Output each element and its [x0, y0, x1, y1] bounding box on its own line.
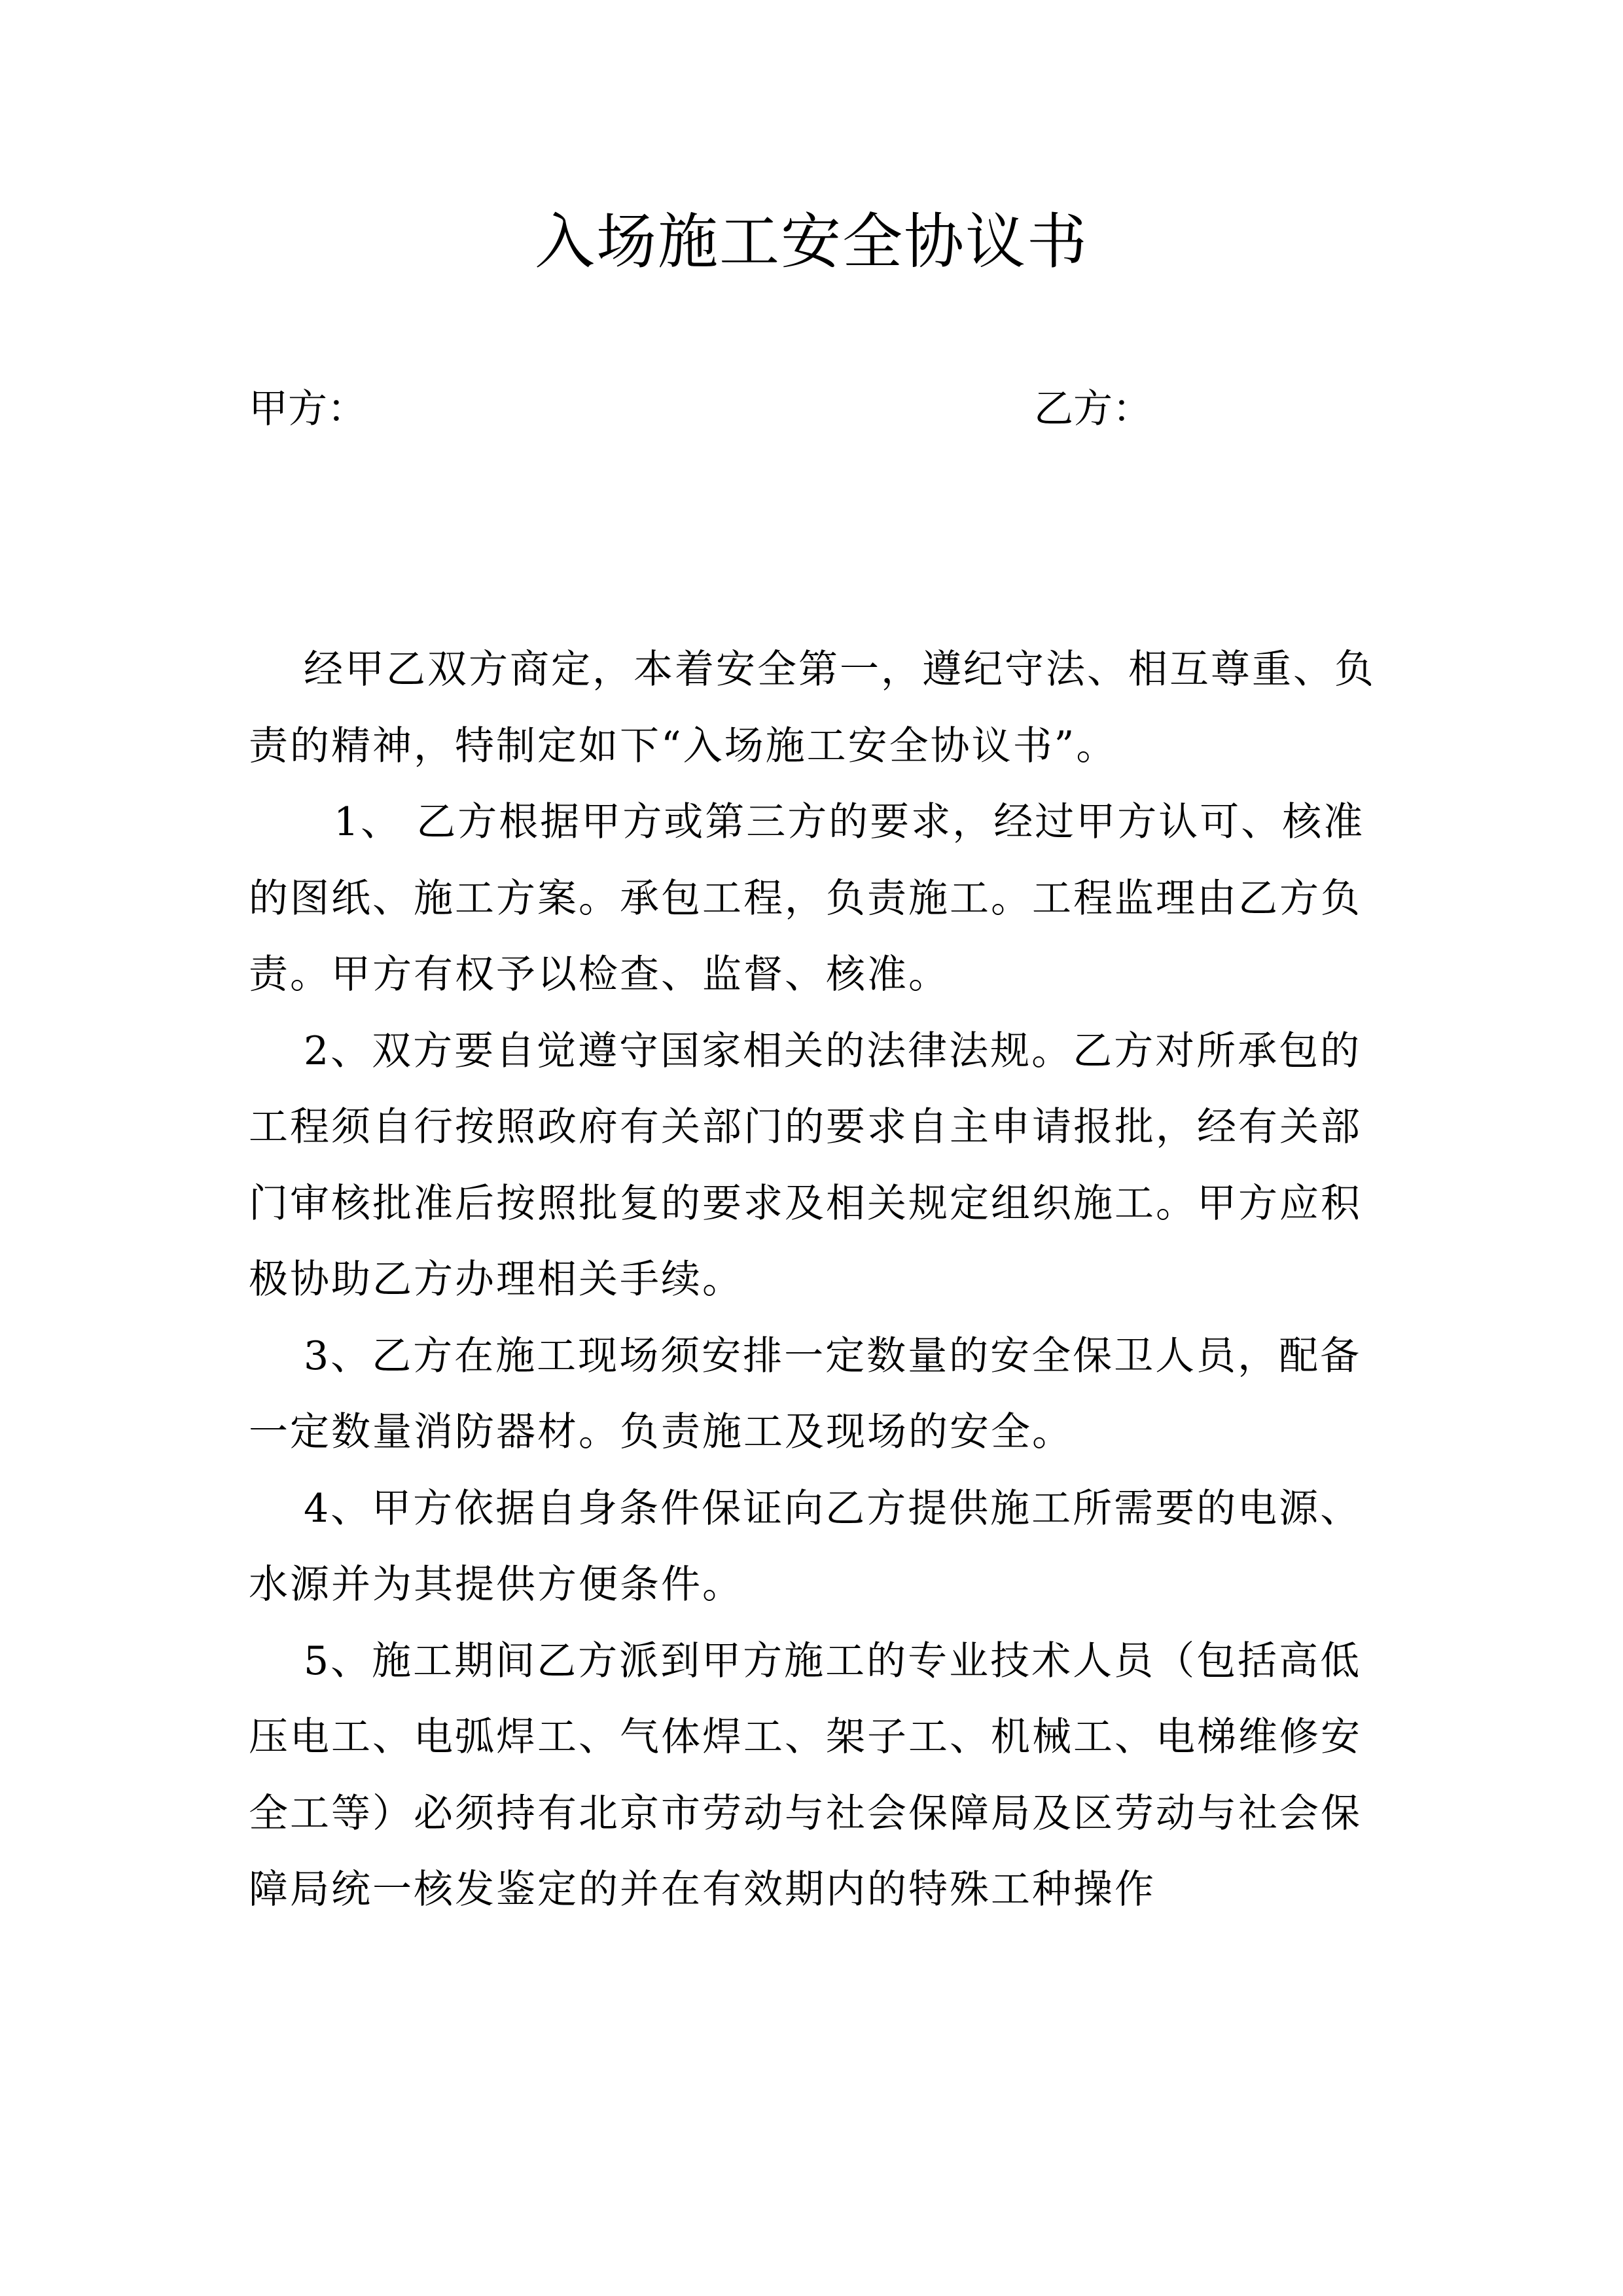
party-b-label: 乙方： [1034, 386, 1152, 432]
clause-1: 1、 乙方根据甲方或第三方的要求，经过甲方认可、核准的图纸、施工方案。承包工程，负责施工。工程监理由乙方负责。甲方有权予以检查、监督、核准。 [249, 799, 1365, 997]
party-a-label: 甲方： [249, 386, 366, 432]
clause-5: 5、施工期间乙方派到甲方施工的专业技术人员（包括高低压电工、电弧焊工、气体焊工、架子工、机械工、电梯维修安全工等）必须持有北京市劳动与社会保障局及区劳动与社会保障局统一核发鉴定的并在有效期内的特殊工种操作 [249, 1638, 1362, 1912]
intro-paragraph: 经甲乙双方商定，本着安全第一，遵纪守法、相互尊重、负责的精神，特制定如下“入场施工安全协议书”。 [249, 647, 1376, 769]
document-title: 入场施工安全协议书 [534, 207, 1088, 277]
clause-2: 2、双方要自觉遵守国家相关的法律法规。乙方对所承包的工程须自行按照政府有关部门的要求自主申请报批，经有关部门审核批准后按照批复的要求及相关规定组织施工。甲方应积极协助乙方办理相关手续。 [249, 1028, 1362, 1302]
clause-3: 3、乙方在施工现场须安排一定数量的安全保卫人员，配备一定数量消防器材。负责施工及现场的安全。 [249, 1333, 1362, 1455]
clause-4: 4、甲方依据自身条件保证向乙方提供施工所需要的电源、水源并为其提供方便条件。 [249, 1485, 1362, 1607]
agreement-body [249, 632, 1400, 1928]
